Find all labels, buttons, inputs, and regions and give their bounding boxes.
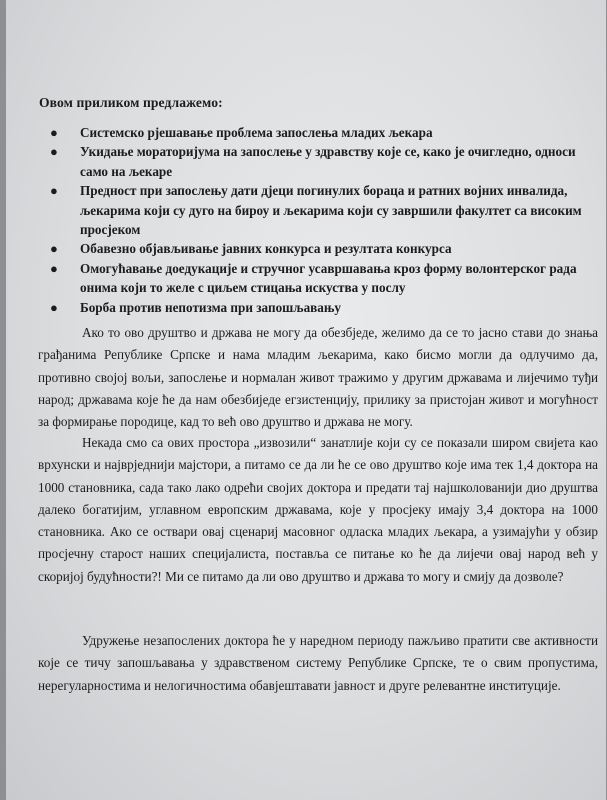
proposals-heading: Овом приликом предлажемо:: [39, 95, 223, 110]
proposal-text: Обавезно објављивање јавних конкурса и резултата конкурса: [80, 241, 452, 257]
proposal-text: Предност при запослењу дати дјеци погинулих бораца и ратних војних инвалида, љекарима који су дуго на бироу и љекарима који су завршили факултет са високим просјеком: [80, 183, 582, 238]
list-item: [36, 259, 596, 298]
proposals-list: [36, 123, 596, 317]
bullet-icon: ●: [50, 260, 58, 276]
proposal-text: Системско рјешавање проблема запослења младих љекара: [80, 125, 433, 140]
list-item: [36, 181, 596, 239]
list-item: [36, 142, 596, 181]
proposal-text: Укидање мораторијума на запослење у здравству које се, како је очигледно, односи само на љекаре: [80, 144, 576, 179]
bullet-icon: ●: [50, 241, 58, 257]
paragraph-association-monitoring: Удружење незапослених доктора ће у наредном периоду пажљиво пратити све активности које се тичу запошљавања у здравственом систему Републике Српске, те о свим пропустима, нерегуларностима и нелогичностима обавјештавати јавност и друге релевантне институције.: [38, 633, 598, 693]
document-page: [6, 0, 606, 800]
bullet-icon: ●: [50, 125, 58, 140]
list-item: [36, 298, 596, 317]
bullet-icon: ●: [50, 183, 58, 199]
list-item: [36, 123, 596, 142]
proposal-text: Борба против непотизма при запошљавању: [80, 299, 341, 315]
bullet-icon: ●: [50, 299, 58, 315]
bullet-icon: ●: [50, 144, 58, 160]
list-item: [36, 239, 596, 258]
paragraph-doctor-ratio: Некада смо са ових простора „извозили“ занатлије који су се показали широм свијета као врхунски и најврједнији мајстори, а питамо се да ли ће се ово друштво које има тек 1,4 доктора на 1000 становника, сада тако лако одрећи својих доктора и предати тај најшколованији дио друштва далеко богатијим, углавном европским државама, које у просјеку имају 3,4 доктора на 1000 становника. Ако се оствари овај сценариј масовног одласка младих љекара, а узимајући у обзир просјечну старост наших специјалиста, поставља се питање ко ће да лијечи овај народ већ у скоријој будућности?! Ми се питамо да ли ово друштво и држава то могу и смију да дозволе?: [38, 435, 598, 584]
paragraph-doctors-emigration: Ако то ово друштво и држава не могу да обезбједе, желимо да се то јасно стави до знања грађанима Републике Српске и нама младим љекарима, како бисмо могли да одлучимо да, противно својој вољи, запослење и нормалан живот тражимо у другим државама и лијечимо туђи народ; државама које ће да нам обезбиједе егзистенцију, прилику за пристојан живот и могућност за формирање породице, кад то већ ово друштво и држава не могу.: [38, 325, 598, 430]
proposal-text: Омогућавање доедукације и стручног усавршавања кроз форму волонтерског рада онима који то желе с циљем стицања искуства у послу: [80, 260, 577, 296]
